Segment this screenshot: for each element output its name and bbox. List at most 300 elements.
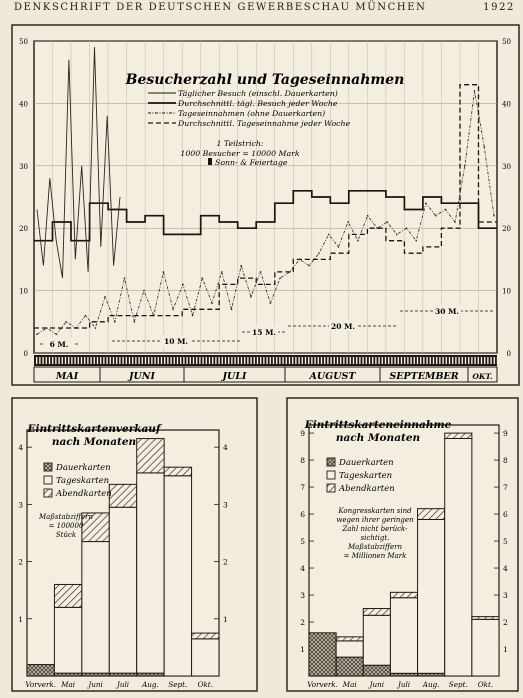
bar-segment-dauerkarten <box>309 633 336 676</box>
day-tick <box>81 357 82 364</box>
bar-segment-tageskarten <box>137 473 164 673</box>
day-tick <box>330 357 331 364</box>
day-tick <box>350 357 351 364</box>
day-tick <box>142 357 143 364</box>
day-tick <box>231 357 232 364</box>
daily-receipts-point <box>56 333 58 335</box>
y-tick-label-right: 20 <box>502 225 511 234</box>
day-tick <box>119 357 120 364</box>
day-tick <box>337 357 338 364</box>
daily-receipts-point <box>279 277 281 279</box>
daily-receipts-point <box>454 221 456 223</box>
day-tick <box>122 357 123 364</box>
day-tick <box>138 357 139 364</box>
day-tick <box>494 357 495 364</box>
y-tick-label-left: 2 <box>18 557 23 567</box>
day-tick <box>186 357 187 364</box>
y-tick-label-right: 3 <box>503 591 508 601</box>
legend-swatch <box>327 471 335 479</box>
daily-receipts-point <box>406 227 408 229</box>
day-tick <box>222 357 223 364</box>
y-tick-label-right: 30 <box>502 162 511 171</box>
chart-title-line1: Eintrittskartenverkauf <box>27 423 161 435</box>
daily-receipts-point <box>347 221 349 223</box>
y-tick-label-right: 6 <box>503 510 508 520</box>
bar-segment-tageskarten <box>445 438 472 676</box>
daily-receipts-point <box>415 240 417 242</box>
day-tick <box>78 357 79 364</box>
day-tick <box>49 357 50 364</box>
day-tick <box>497 357 498 364</box>
legend-label: Durchschnittl. tägl. Besuch jeder Woche <box>178 99 338 108</box>
scale-note: Maßstabziffern <box>348 543 402 551</box>
y-tick-label-right: 2 <box>503 618 508 628</box>
day-tick <box>318 357 319 364</box>
day-tick <box>36 357 37 364</box>
day-tick <box>478 357 479 364</box>
day-tick <box>266 357 267 364</box>
y-tick-label-right: 50 <box>502 38 511 46</box>
bar-segment-tageskarten <box>164 476 191 676</box>
day-tick <box>276 357 277 364</box>
day-tick <box>164 357 165 364</box>
day-tick <box>311 357 312 364</box>
x-tick-label: Juli <box>397 680 411 689</box>
scale-note: sichtigt. <box>360 534 390 542</box>
day-tick <box>257 357 258 364</box>
scale-note: Zahl nicht berück- <box>342 525 408 533</box>
y-tick-label-left: 3 <box>300 591 305 601</box>
day-tick <box>215 357 216 364</box>
month-label: JULI <box>222 371 247 382</box>
day-tick <box>68 357 69 364</box>
day-tick <box>295 357 296 364</box>
day-tick <box>174 357 175 364</box>
day-tick <box>225 357 226 364</box>
y-tick-label-left: 9 <box>300 429 305 439</box>
day-tick <box>103 357 104 364</box>
day-tick <box>254 357 255 364</box>
y-tick-label-left: 2 <box>300 618 305 628</box>
daily-receipts-point <box>308 265 310 267</box>
day-tick <box>42 357 43 364</box>
day-tick <box>417 357 418 364</box>
day-tick <box>129 357 130 364</box>
day-tick <box>190 357 191 364</box>
legend-label: Durchschnittl. Tageseinnahme jeder Woche <box>178 119 351 128</box>
day-tick <box>196 357 197 364</box>
legend-label: Tageskarten <box>339 471 393 481</box>
legend-label: Dauerkarten <box>339 458 394 468</box>
y-tick-label-right: 1 <box>223 614 228 624</box>
legend-scale-title: 1 Teilstrich: <box>216 139 264 148</box>
legend-scale-value: 1000 Besucher = 10000 Mark <box>180 149 300 158</box>
daily-receipts-point <box>143 290 145 292</box>
scale-note: Kongresskarten sind <box>338 507 412 515</box>
day-tick <box>394 357 395 364</box>
bar-segment-tageskarten <box>418 519 445 673</box>
y-tick-label-right: 9 <box>503 429 508 439</box>
y-tick-label-left: 1 <box>300 645 305 655</box>
day-tick <box>372 357 373 364</box>
daily-receipts-point <box>172 309 174 311</box>
day-tick <box>113 357 114 364</box>
y-tick-label-left: 20 <box>19 225 28 234</box>
day-tick <box>474 357 475 364</box>
scale-note: = Millionen Mark <box>343 552 407 560</box>
day-tick <box>385 357 386 364</box>
legend-label: Abendkarten <box>56 489 112 499</box>
y-tick-label-left: 8 <box>300 456 305 466</box>
day-tick <box>238 357 239 364</box>
day-tick <box>263 357 264 364</box>
legend-swatch <box>44 476 52 484</box>
day-tick <box>378 357 379 364</box>
bar-segment-tageskarten <box>390 598 417 674</box>
day-tick <box>234 357 235 364</box>
day-tick <box>84 357 85 364</box>
day-tick <box>324 357 325 364</box>
daily-receipts-point <box>133 321 135 323</box>
day-tick <box>404 357 405 364</box>
daily-receipts-point <box>240 265 242 267</box>
day-tick <box>382 357 383 364</box>
daily-receipts-point <box>396 234 398 236</box>
day-tick <box>74 357 75 364</box>
month-label: AUGUST <box>309 371 356 382</box>
day-tick <box>46 357 47 364</box>
day-tick <box>193 357 194 364</box>
day-tick <box>343 357 344 364</box>
day-tick <box>455 357 456 364</box>
day-tick <box>289 357 290 364</box>
daily-receipts-point <box>211 302 213 304</box>
daily-receipts-point <box>46 327 48 329</box>
day-tick <box>132 357 133 364</box>
day-tick <box>58 357 59 364</box>
bar-segment-dauerkarten <box>336 657 363 676</box>
day-tick <box>90 357 91 364</box>
visitors-chart <box>12 25 519 385</box>
y-tick-label-left: 1 <box>18 614 23 624</box>
month-label: MAI <box>55 371 79 382</box>
day-tick <box>158 357 159 364</box>
daily-receipts-point <box>445 209 447 211</box>
day-tick <box>458 357 459 364</box>
daily-receipts-point <box>260 271 262 273</box>
day-tick <box>286 357 287 364</box>
y-tick-label-right: 7 <box>503 483 508 493</box>
day-tick <box>292 357 293 364</box>
y-tick-label-right: 40 <box>502 100 511 109</box>
legend-swatch <box>327 484 335 492</box>
daily-receipts-point <box>231 309 233 311</box>
bar-segment-abendkarten <box>390 592 417 597</box>
month-label: JUNI <box>129 371 155 382</box>
day-tick <box>212 357 213 364</box>
day-tick <box>334 357 335 364</box>
price-label: 6 M. <box>49 340 69 349</box>
day-tick <box>452 357 453 364</box>
daily-receipts-point <box>367 215 369 217</box>
day-tick <box>126 357 127 364</box>
ticket-sales-chart <box>12 398 257 691</box>
y-tick-label-left: 40 <box>19 100 28 109</box>
day-tick <box>282 357 283 364</box>
bar-segment-tageskarten <box>82 542 109 674</box>
daily-receipts-point <box>163 271 165 273</box>
day-tick <box>279 357 280 364</box>
day-tick <box>353 357 354 364</box>
daily-receipts-point <box>464 165 466 167</box>
day-tick <box>439 357 440 364</box>
daily-receipts-point <box>425 202 427 204</box>
day-tick <box>481 357 482 364</box>
day-tick <box>52 357 53 364</box>
bar-segment-tageskarten <box>472 619 499 676</box>
y-tick-label-left: 30 <box>19 162 28 171</box>
day-tick <box>356 357 357 364</box>
daily-receipts-point <box>201 277 203 279</box>
bar-segment-tageskarten <box>54 607 81 673</box>
day-tick <box>241 357 242 364</box>
y-tick-label-left: 10 <box>19 287 28 296</box>
day-tick <box>369 357 370 364</box>
x-tick-label: Sept. <box>448 680 468 689</box>
chart-title: Besucherzahl und Tageseinnahmen <box>125 72 405 88</box>
bar-segment-tageskarten <box>109 507 136 673</box>
day-tick <box>62 357 63 364</box>
y-tick-label-right: 0 <box>506 350 511 358</box>
daily-receipts-point <box>299 259 301 261</box>
day-tick <box>270 357 271 364</box>
day-tick <box>135 357 136 364</box>
price-label: 15 M. <box>252 328 276 337</box>
daily-receipts-point <box>386 221 388 223</box>
scale-note: = 100000 <box>48 522 84 530</box>
day-tick <box>401 357 402 364</box>
bar-segment-abendkarten <box>363 609 390 616</box>
bar-segment-abendkarten <box>164 467 191 476</box>
day-tick <box>359 357 360 364</box>
daily-receipts-point <box>124 277 126 279</box>
bar-segment-tageskarten <box>336 641 363 657</box>
daily-receipts-point <box>95 327 97 329</box>
bar-segment-tageskarten <box>363 615 390 665</box>
daily-receipts-point <box>153 315 155 317</box>
y-tick-label-left: 0 <box>23 350 28 358</box>
day-tick <box>321 357 322 364</box>
chart-title-line2: nach Monaten <box>335 432 421 444</box>
day-tick <box>308 357 309 364</box>
daily-receipts-point <box>250 296 252 298</box>
daily-receipts-point <box>474 90 476 92</box>
day-tick <box>273 357 274 364</box>
y-tick-label-right: 4 <box>223 443 228 453</box>
day-tick <box>471 357 472 364</box>
daily-receipts-point <box>289 271 291 273</box>
y-tick-label-right: 10 <box>502 287 511 296</box>
x-tick-label: Mai <box>61 680 76 689</box>
day-tick <box>151 357 152 364</box>
daily-receipts-point <box>493 215 495 217</box>
day-tick <box>218 357 219 364</box>
day-tick <box>366 357 367 364</box>
day-tick <box>247 357 248 364</box>
bar-segment-dauerkarten <box>27 665 54 676</box>
bar-segment-abendkarten <box>192 633 219 639</box>
day-tick <box>106 357 107 364</box>
day-tick <box>209 357 210 364</box>
day-tick <box>177 357 178 364</box>
y-tick-label-left: 6 <box>300 510 305 520</box>
legend-swatch <box>327 458 335 466</box>
y-tick-label-left: 5 <box>300 537 305 547</box>
day-tick <box>244 357 245 364</box>
y-tick-label-left: 4 <box>18 443 23 453</box>
day-tick <box>94 357 95 364</box>
day-tick <box>154 357 155 364</box>
daily-receipts-point <box>328 234 330 236</box>
bar-segment-dauerkarten <box>363 665 390 676</box>
y-tick-label-left: 3 <box>18 500 23 510</box>
day-tick <box>167 357 168 364</box>
day-tick <box>170 357 171 364</box>
legend-swatch <box>44 463 52 471</box>
day-tick <box>206 357 207 364</box>
day-tick <box>375 357 376 364</box>
header-title: DENKSCHRIFT DER DEUTSCHEN GEWERBESCHAU MÜNCHEN <box>14 2 427 13</box>
day-tick <box>87 357 88 364</box>
chart-title-line2: nach Monaten <box>51 436 137 448</box>
legend-label: Täglicher Besuch (einschl. Dauerkarten) <box>178 89 338 98</box>
day-tick <box>449 357 450 364</box>
legend-label: Dauerkarten <box>56 463 111 473</box>
bar-segment-abendkarten <box>137 439 164 473</box>
x-tick-label: Juni <box>369 680 385 689</box>
day-tick <box>39 357 40 364</box>
day-tick <box>407 357 408 364</box>
daily-receipts-point <box>36 333 38 335</box>
day-tick <box>398 357 399 364</box>
day-tick <box>250 357 251 364</box>
day-tick <box>410 357 411 364</box>
day-tick <box>468 357 469 364</box>
day-tick <box>314 357 315 364</box>
daily-receipts-point <box>65 321 67 323</box>
day-tick <box>340 357 341 364</box>
day-tick <box>436 357 437 364</box>
y-tick-label-right: 8 <box>503 456 508 466</box>
price-label: 20 M. <box>331 322 355 331</box>
y-tick-label-left: 4 <box>300 564 305 574</box>
day-tick <box>414 357 415 364</box>
day-tick <box>302 357 303 364</box>
day-tick <box>420 357 421 364</box>
day-tick <box>430 357 431 364</box>
day-tick <box>442 357 443 364</box>
day-tick <box>228 357 229 364</box>
daily-receipts-point <box>357 240 359 242</box>
x-tick-label: Aug. <box>422 680 440 689</box>
daily-receipts-point <box>435 215 437 217</box>
day-tick <box>55 357 56 364</box>
day-tick <box>362 357 363 364</box>
price-label: 10 M. <box>164 337 188 346</box>
day-tick <box>71 357 72 364</box>
bar-segment-abendkarten <box>445 433 472 438</box>
day-tick <box>462 357 463 364</box>
daily-receipts-point <box>104 296 106 298</box>
day-tick <box>100 357 101 364</box>
day-tick <box>116 357 117 364</box>
day-tick <box>327 357 328 364</box>
bar-segment-abendkarten <box>336 637 363 641</box>
daily-receipts-point <box>338 246 340 248</box>
x-tick-label: Sept. <box>168 680 188 689</box>
header-year: 1922 <box>483 2 515 13</box>
day-tick <box>388 357 389 364</box>
bar-segment-abendkarten <box>472 617 499 620</box>
legend-label: Tageseinnahmen (ohne Dauerkarten) <box>178 109 326 118</box>
daily-receipts-point <box>483 146 485 148</box>
daily-receipts-point <box>182 284 184 286</box>
bar-segment-abendkarten <box>109 484 136 507</box>
day-tick <box>97 357 98 364</box>
month-label: SEPTEMBER <box>389 371 459 382</box>
day-tick <box>183 357 184 364</box>
scale-note: wegen ihrer geringen <box>336 516 414 524</box>
x-tick-label: Vorverk. <box>307 680 338 689</box>
month-label: OKT. <box>472 372 493 381</box>
legend-swatch <box>44 489 52 497</box>
day-tick <box>161 357 162 364</box>
x-tick-label: Juli <box>116 680 130 689</box>
daily-receipts-point <box>270 302 272 304</box>
bar-segment-abendkarten <box>54 584 81 607</box>
day-tick <box>346 357 347 364</box>
day-tick <box>484 357 485 364</box>
price-label: 30 M. <box>435 307 459 316</box>
y-tick-label-right: 1 <box>503 645 508 655</box>
daily-receipts-point <box>85 315 87 317</box>
chart-title-line1: Eintrittskarteneinnahme <box>304 419 452 431</box>
day-tick <box>110 357 111 364</box>
day-tick <box>426 357 427 364</box>
scale-note: Maßstabziffern <box>39 513 93 521</box>
scale-note: Stück <box>55 531 77 539</box>
y-tick-label-left: 50 <box>19 38 28 46</box>
legend-label: Tageskarten <box>56 476 110 486</box>
day-tick <box>148 357 149 364</box>
day-tick <box>305 357 306 364</box>
day-tick <box>180 357 181 364</box>
day-tick <box>298 357 299 364</box>
ticket-receipts-chart <box>287 398 518 691</box>
daily-receipts-point <box>318 252 320 254</box>
day-tick <box>145 357 146 364</box>
x-tick-label: Okt. <box>197 680 213 689</box>
legend-sunday-marker <box>208 158 212 165</box>
legend-label: Abendkarten <box>339 484 395 494</box>
day-tick <box>465 357 466 364</box>
day-tick <box>423 357 424 364</box>
y-tick-label-right: 5 <box>503 537 508 547</box>
y-tick-label-right: 3 <box>223 500 228 510</box>
daily-receipts-point <box>75 327 77 329</box>
x-tick-label: Juni <box>88 680 103 689</box>
daily-receipts-point <box>114 321 116 323</box>
